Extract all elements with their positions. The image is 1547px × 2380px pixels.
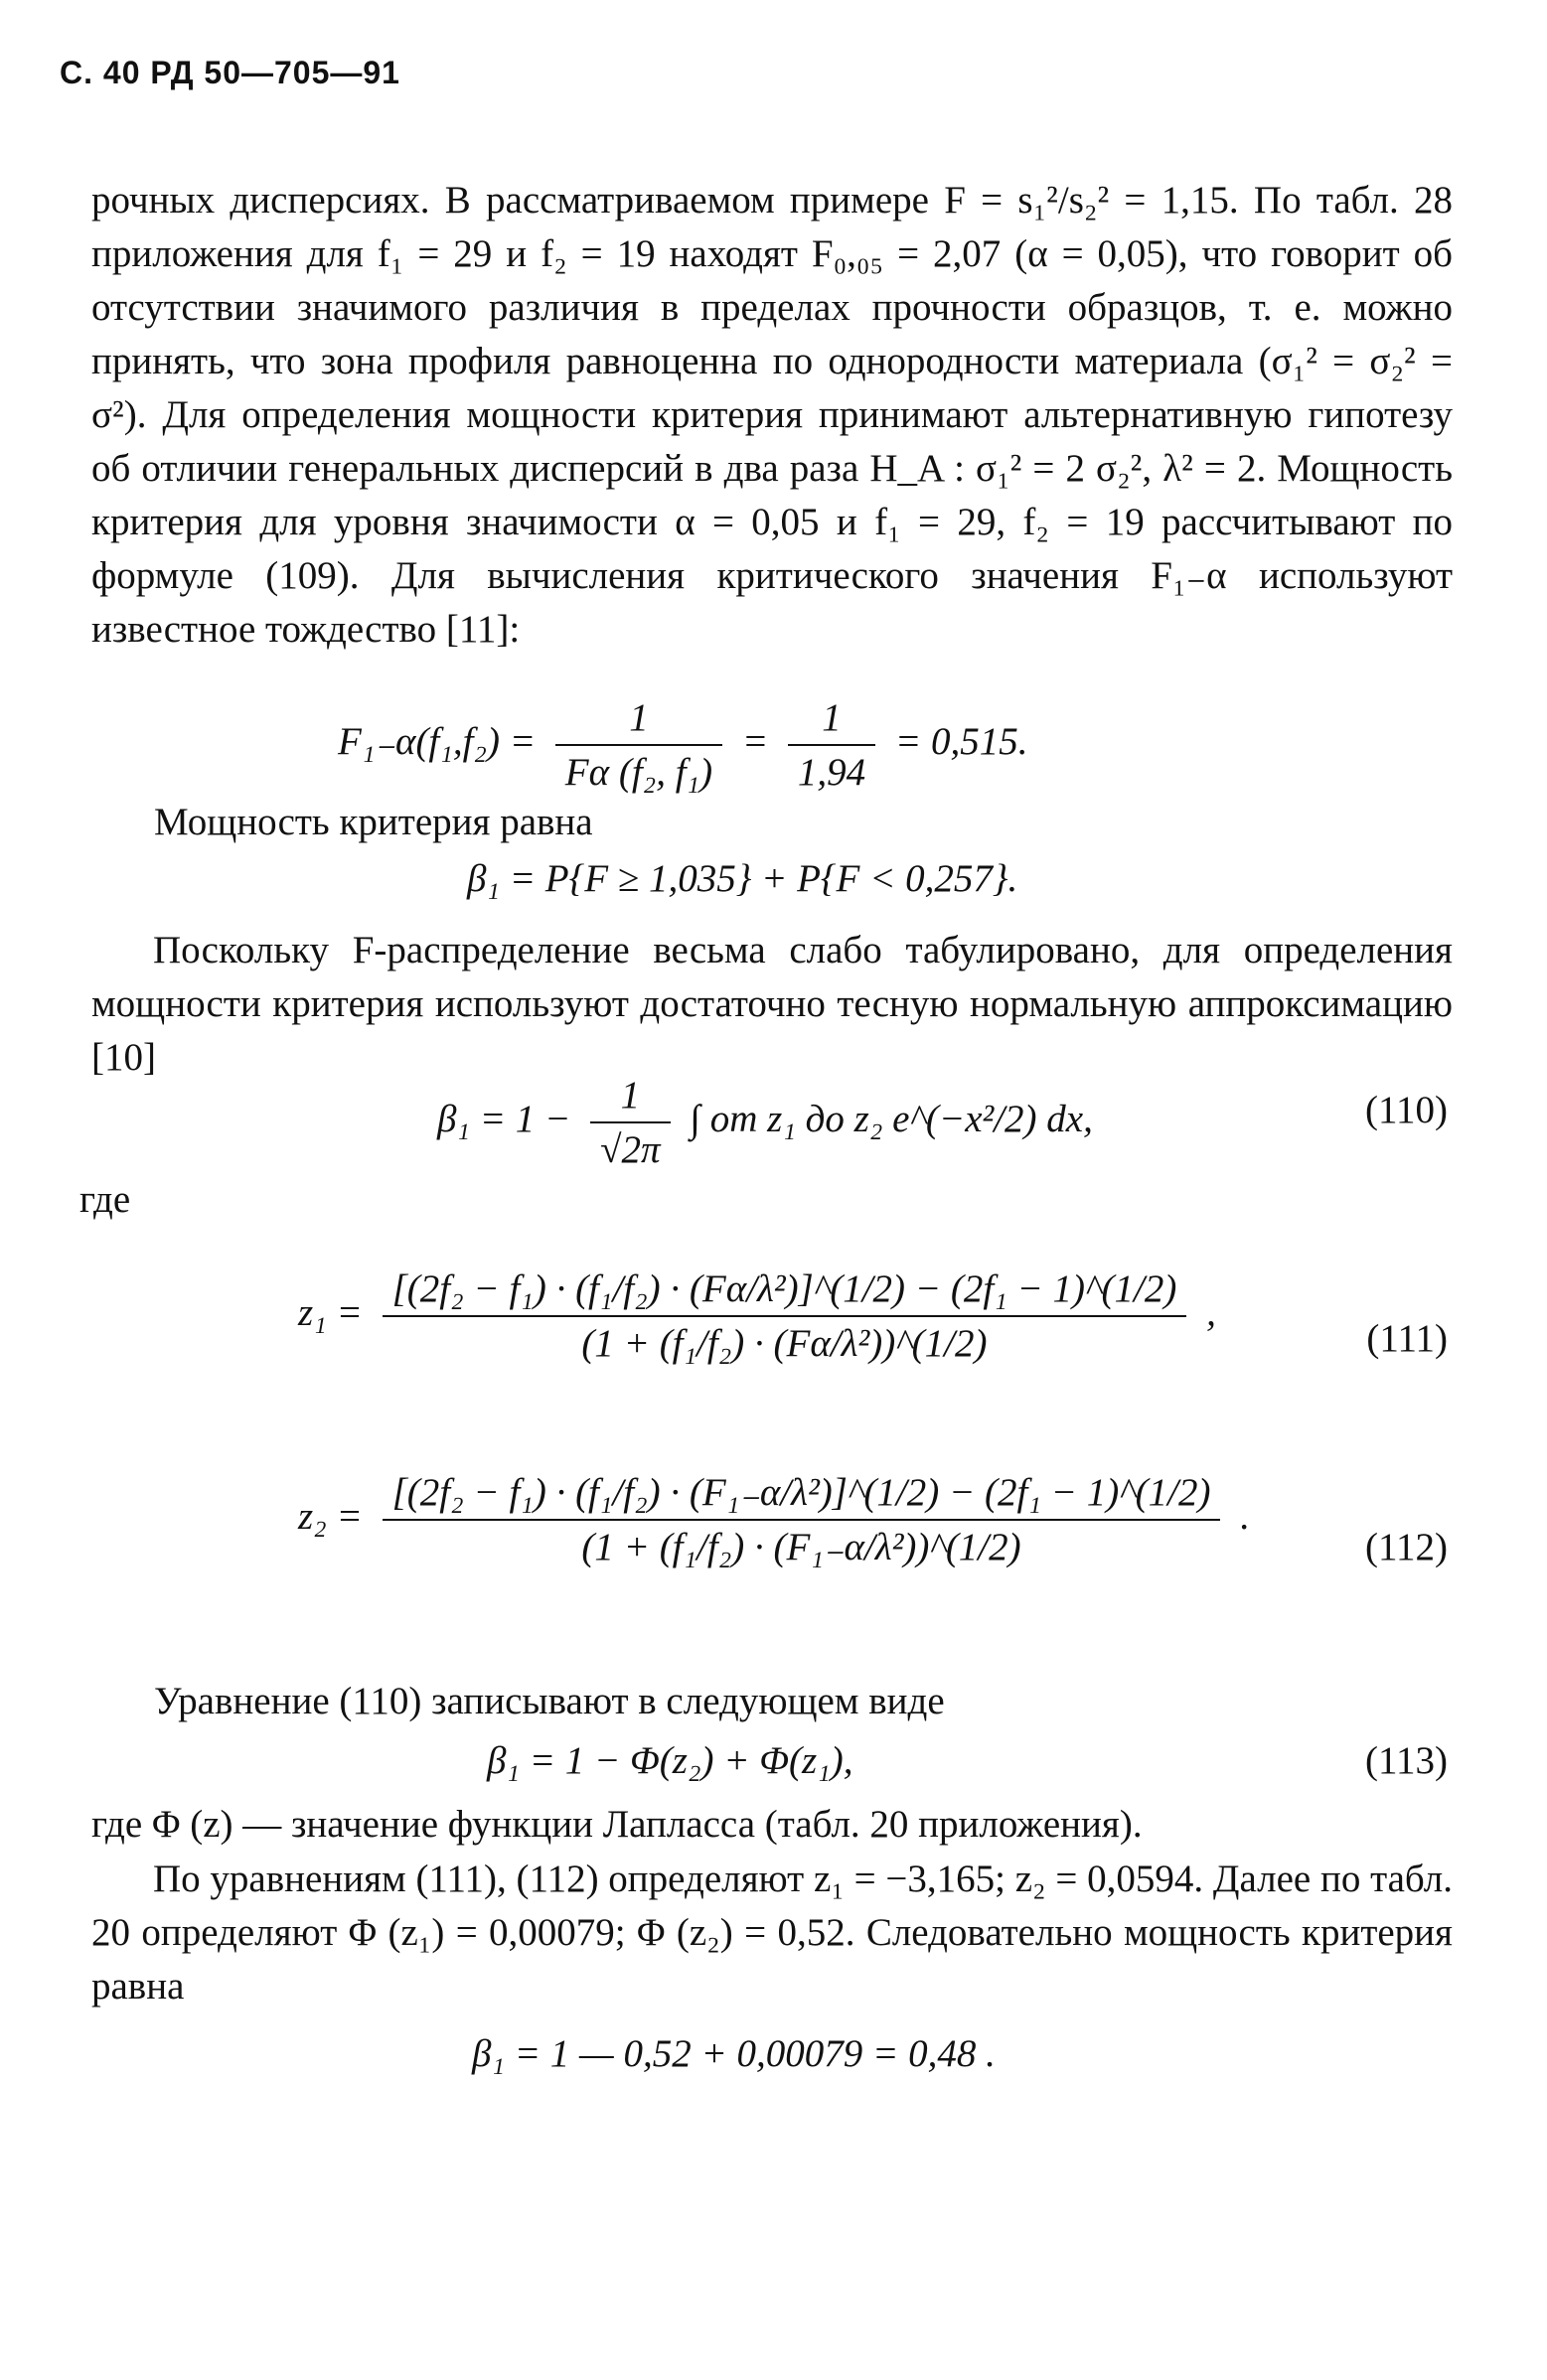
formula-111-lhs: z₁ =: [298, 1290, 363, 1334]
formula-112-lhs: z₂ =: [298, 1494, 363, 1538]
paragraph-3: где Φ (z) — значение функции Лапласса (табл. 20 приложения).: [91, 1803, 1143, 1846]
fraction-1-numerator: 1: [555, 695, 722, 746]
formula-110-integral: ∫ от z₁ до z₂ e^(−x²/2) dx,: [690, 1097, 1093, 1140]
equation-number-113: (113): [1364, 1739, 1448, 1782]
formula-111-tail: ,: [1206, 1290, 1216, 1334]
page-header: С. 40 РД 50—705—91: [60, 55, 400, 90]
formula-110: [437, 1073, 1093, 1172]
formula-112-tail: .: [1240, 1494, 1250, 1538]
formula-final: β₁ = 1 — 0,52 + 0,00079 = 0,48 .: [472, 2032, 996, 2075]
formula-111-numerator: [(2f₂ − f₁) · (f₁/f₂) · (Fα/λ²)]^(1/2) − (2f₁ − 1)^(1/2): [383, 1266, 1187, 1317]
formula-tozhdestvo-fraction-2: [788, 695, 875, 795]
formula-tozhdestvo-lhs: F₁₋α(f₁,f₂) =: [338, 719, 537, 763]
formula-112: [298, 1470, 1250, 1569]
formula-tozhdestvo: [338, 695, 1028, 795]
text-uravnenie: Уравнение (110) записывают в следующем виде: [154, 1680, 945, 1722]
formula-110-lhs: β₁ = 1 −: [437, 1097, 571, 1140]
formula-110-fraction: [590, 1073, 670, 1172]
formula-112-numerator: [(2f₂ − f₁) · (f₁/f₂) · (F₁₋α/λ²)]^(1/2) − (2f₁ − 1)^(1/2): [383, 1470, 1221, 1521]
formula-111: [298, 1266, 1216, 1366]
equation-number-111: (111): [1366, 1317, 1448, 1360]
paragraph-2: Поскольку F-распределение весьма слабо табулировано, для определения мощности критерия используют достаточно тесную нормальную аппроксимацию [10]: [91, 929, 1453, 1079]
equation-number-110: (110): [1364, 1089, 1448, 1131]
formula-110-numerator: 1: [590, 1073, 670, 1123]
paragraph-4: По уравнениям (111), (112) определяют z₁ = −3,165; z₂ = 0,0594. Далее по табл. 20 определяют Φ (z₁) = 0,00079; Φ (z₂) = 0,52. Следовательно мощность критерия равна: [91, 1858, 1453, 2008]
formula-112-denominator: (1 + (f₁/f₂) · (F₁₋α/λ²))^(1/2): [581, 1526, 1021, 1568]
formula-110-denominator: √2π: [600, 1128, 661, 1171]
fraction-2-denominator: 1,94: [797, 751, 866, 794]
formula-tozhdestvo-equals: =: [741, 719, 769, 763]
paragraph-1: рочных дисперсиях. В рассматриваемом примере F = s₁²/s₂² = 1,15. По табл. 28 приложения для f₁ = 29 и f₂ = 19 находят F₀,₀₅ = 2,07 (α = 0,05), что говорит об отсутствии значимого различия в пределах прочности образцов, т. е. можно принять, что зона профиля равноценна по однородности материала (σ₁² = σ₂² = σ²). Для определения мощности критерия принимают альтернативную гипотезу об отличии генеральных дисперсий в два раза H_A : σ₁² = 2 σ₂², λ² = 2. Мощность критерия для уровня значимости α = 0,05 и f₁ = 29, f₂ = 19 рассчитывают по формуле (109). Для вычисления критического значения F₁₋α используют известное тождество [11]:: [91, 179, 1453, 651]
formula-111-denominator: (1 + (f₁/f₂) · (Fα/λ²))^(1/2): [581, 1322, 988, 1365]
fraction-2-numerator: 1: [788, 695, 875, 746]
fraction-1-denominator: Fα (f₂, f₁): [564, 751, 713, 794]
formula-113: β₁ = 1 − Φ(z₂) + Φ(z₁),: [487, 1739, 853, 1782]
formula-tozhdestvo-rhs: = 0,515.: [894, 719, 1028, 763]
text-gde: где: [79, 1178, 131, 1221]
formula-tozhdestvo-fraction-1: [555, 695, 722, 795]
text-moshnost: Мощность критерия равна: [154, 801, 593, 843]
formula-beta-probability: β₁ = P{F ≥ 1,035} + P{F < 0,257}.: [467, 857, 1018, 900]
formula-112-fraction: [383, 1470, 1221, 1569]
formula-111-fraction: [383, 1266, 1187, 1366]
equation-number-112: (112): [1364, 1526, 1448, 1568]
